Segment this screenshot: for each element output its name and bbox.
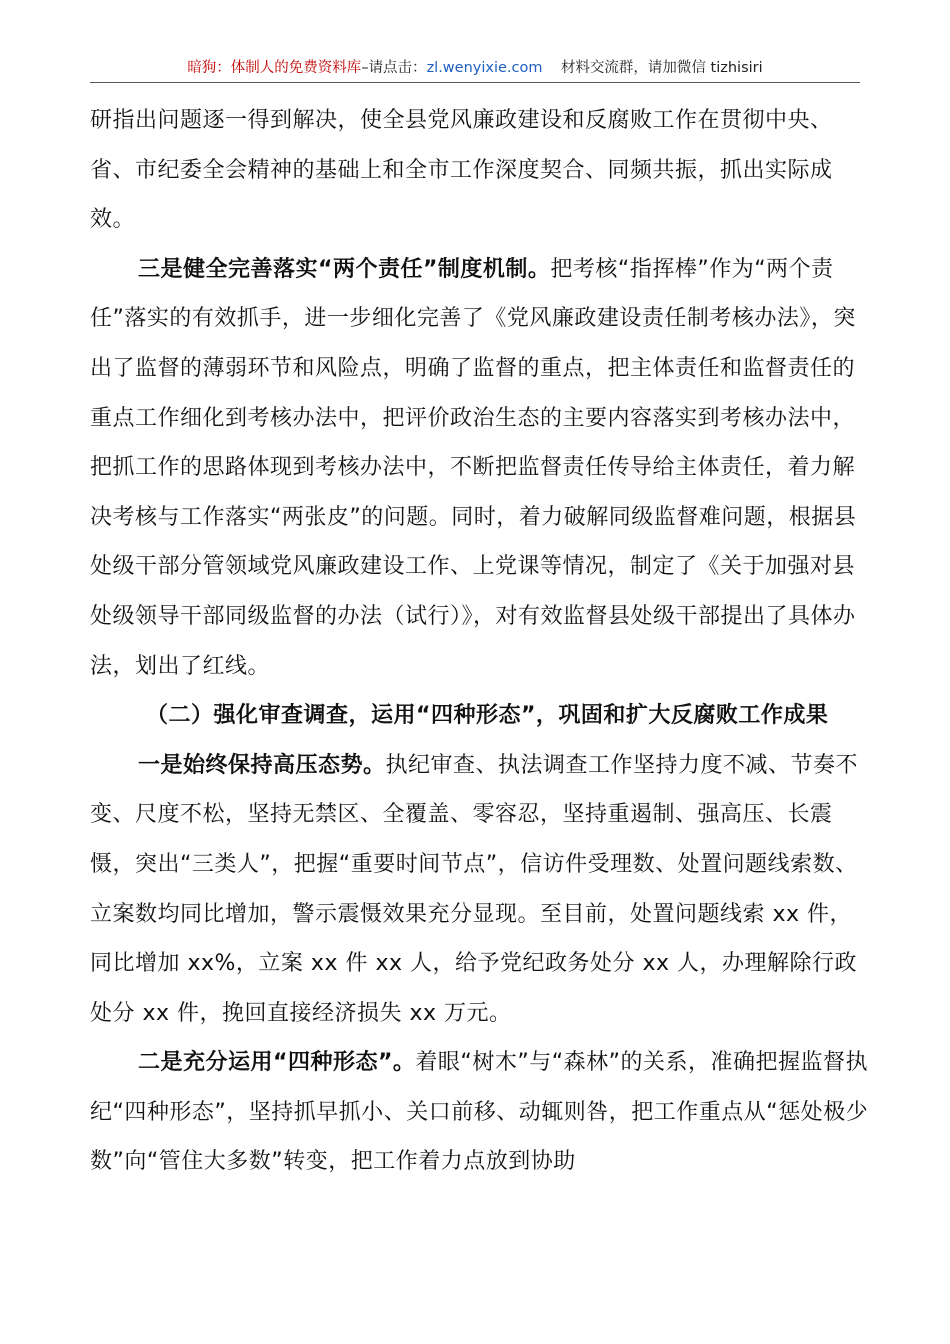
paragraph-text: 执纪审查、执法调查工作坚持力度不减、节奏不变、尺度不松，坚持无禁区、全覆盖、零容忍，坚持重遏制、强高压、长震慑，突出“三类人”，把握“重要时间节点”，信访件受理数、处置问题线索数、立案数均同比增加，警示震慑效果充分显现。至目前，处置问题线索 xx 件，同比增加 xx%，立案 xx 件 xx 人，给予党纪政务处分 xx 人，办理解除行政处分 xx 件，挽回直接经济损失 xx 万元。 (90, 752, 859, 1026)
paragraph-responsibility (90, 245, 870, 691)
paragraph-text: 把考核“指挥棒”作为“两个责任”落实的有效抓手，进一步细化完善了《党风廉政建设责任制考核办法》，突出了监督的薄弱环节和风险点，明确了监督的重点，把主体责任和监督责任的重点工作细化到考核办法中，把评价政治生态的主要内容落实到考核办法中，把抓工作的思路体现到考核办法中，不断把监督责任传导给主体责任，着力解决考核与工作落实“两张皮”的问题。同时，着力破解同级监督难问题，根据县处级干部分管领域党风廉政建设工作、上党课等情况，制定了《关于加强对县处级领导干部同级监督的办法（试行）》，对有效监督县处级干部提出了具体办法，划出了红线。 (90, 256, 857, 679)
paragraph-continued: 研指出问题逐一得到解决，使全县党风廉政建设和反腐败工作在贯彻中央、省、市纪委全会精神的基础上和全市工作深度契合、同频共振，抓出实际成效。 (90, 108, 833, 233)
paragraph-four-forms (90, 1038, 870, 1187)
paragraph-high-pressure (90, 741, 870, 1039)
paragraph-lead: 三是健全完善落实“两个责任”制度机制。 (138, 256, 551, 282)
header-wechat-note: 材料交流群，请加微信 tizhisiri (560, 60, 763, 76)
header-site-name: 暗狗：体制人的免费资料库 (187, 60, 362, 76)
paragraph-lead: 一是始终保持高压态势。 (138, 752, 386, 778)
section-heading: （二）强化审查调查，运用“四种形态”，巩固和扩大反腐败工作成果 (146, 703, 829, 729)
header-divider (90, 82, 860, 83)
document-body (90, 96, 870, 1187)
page-header (90, 58, 860, 78)
paragraph-text: 着眼“树木”与“森林”的关系，准确把握监督执纪“四种形态”，坚持抓早抓小、关口前移、动辄则咎，把工作重点从“惩处极少数”向“管住大多数”转变，把工作着力点放到协助 (90, 1050, 869, 1175)
header-click-hint: –请点击： (361, 60, 427, 76)
header-link[interactable]: zl.wenyixie.com (426, 60, 543, 76)
paragraph-lead: 二是充分运用“四种形态”。 (138, 1050, 416, 1076)
